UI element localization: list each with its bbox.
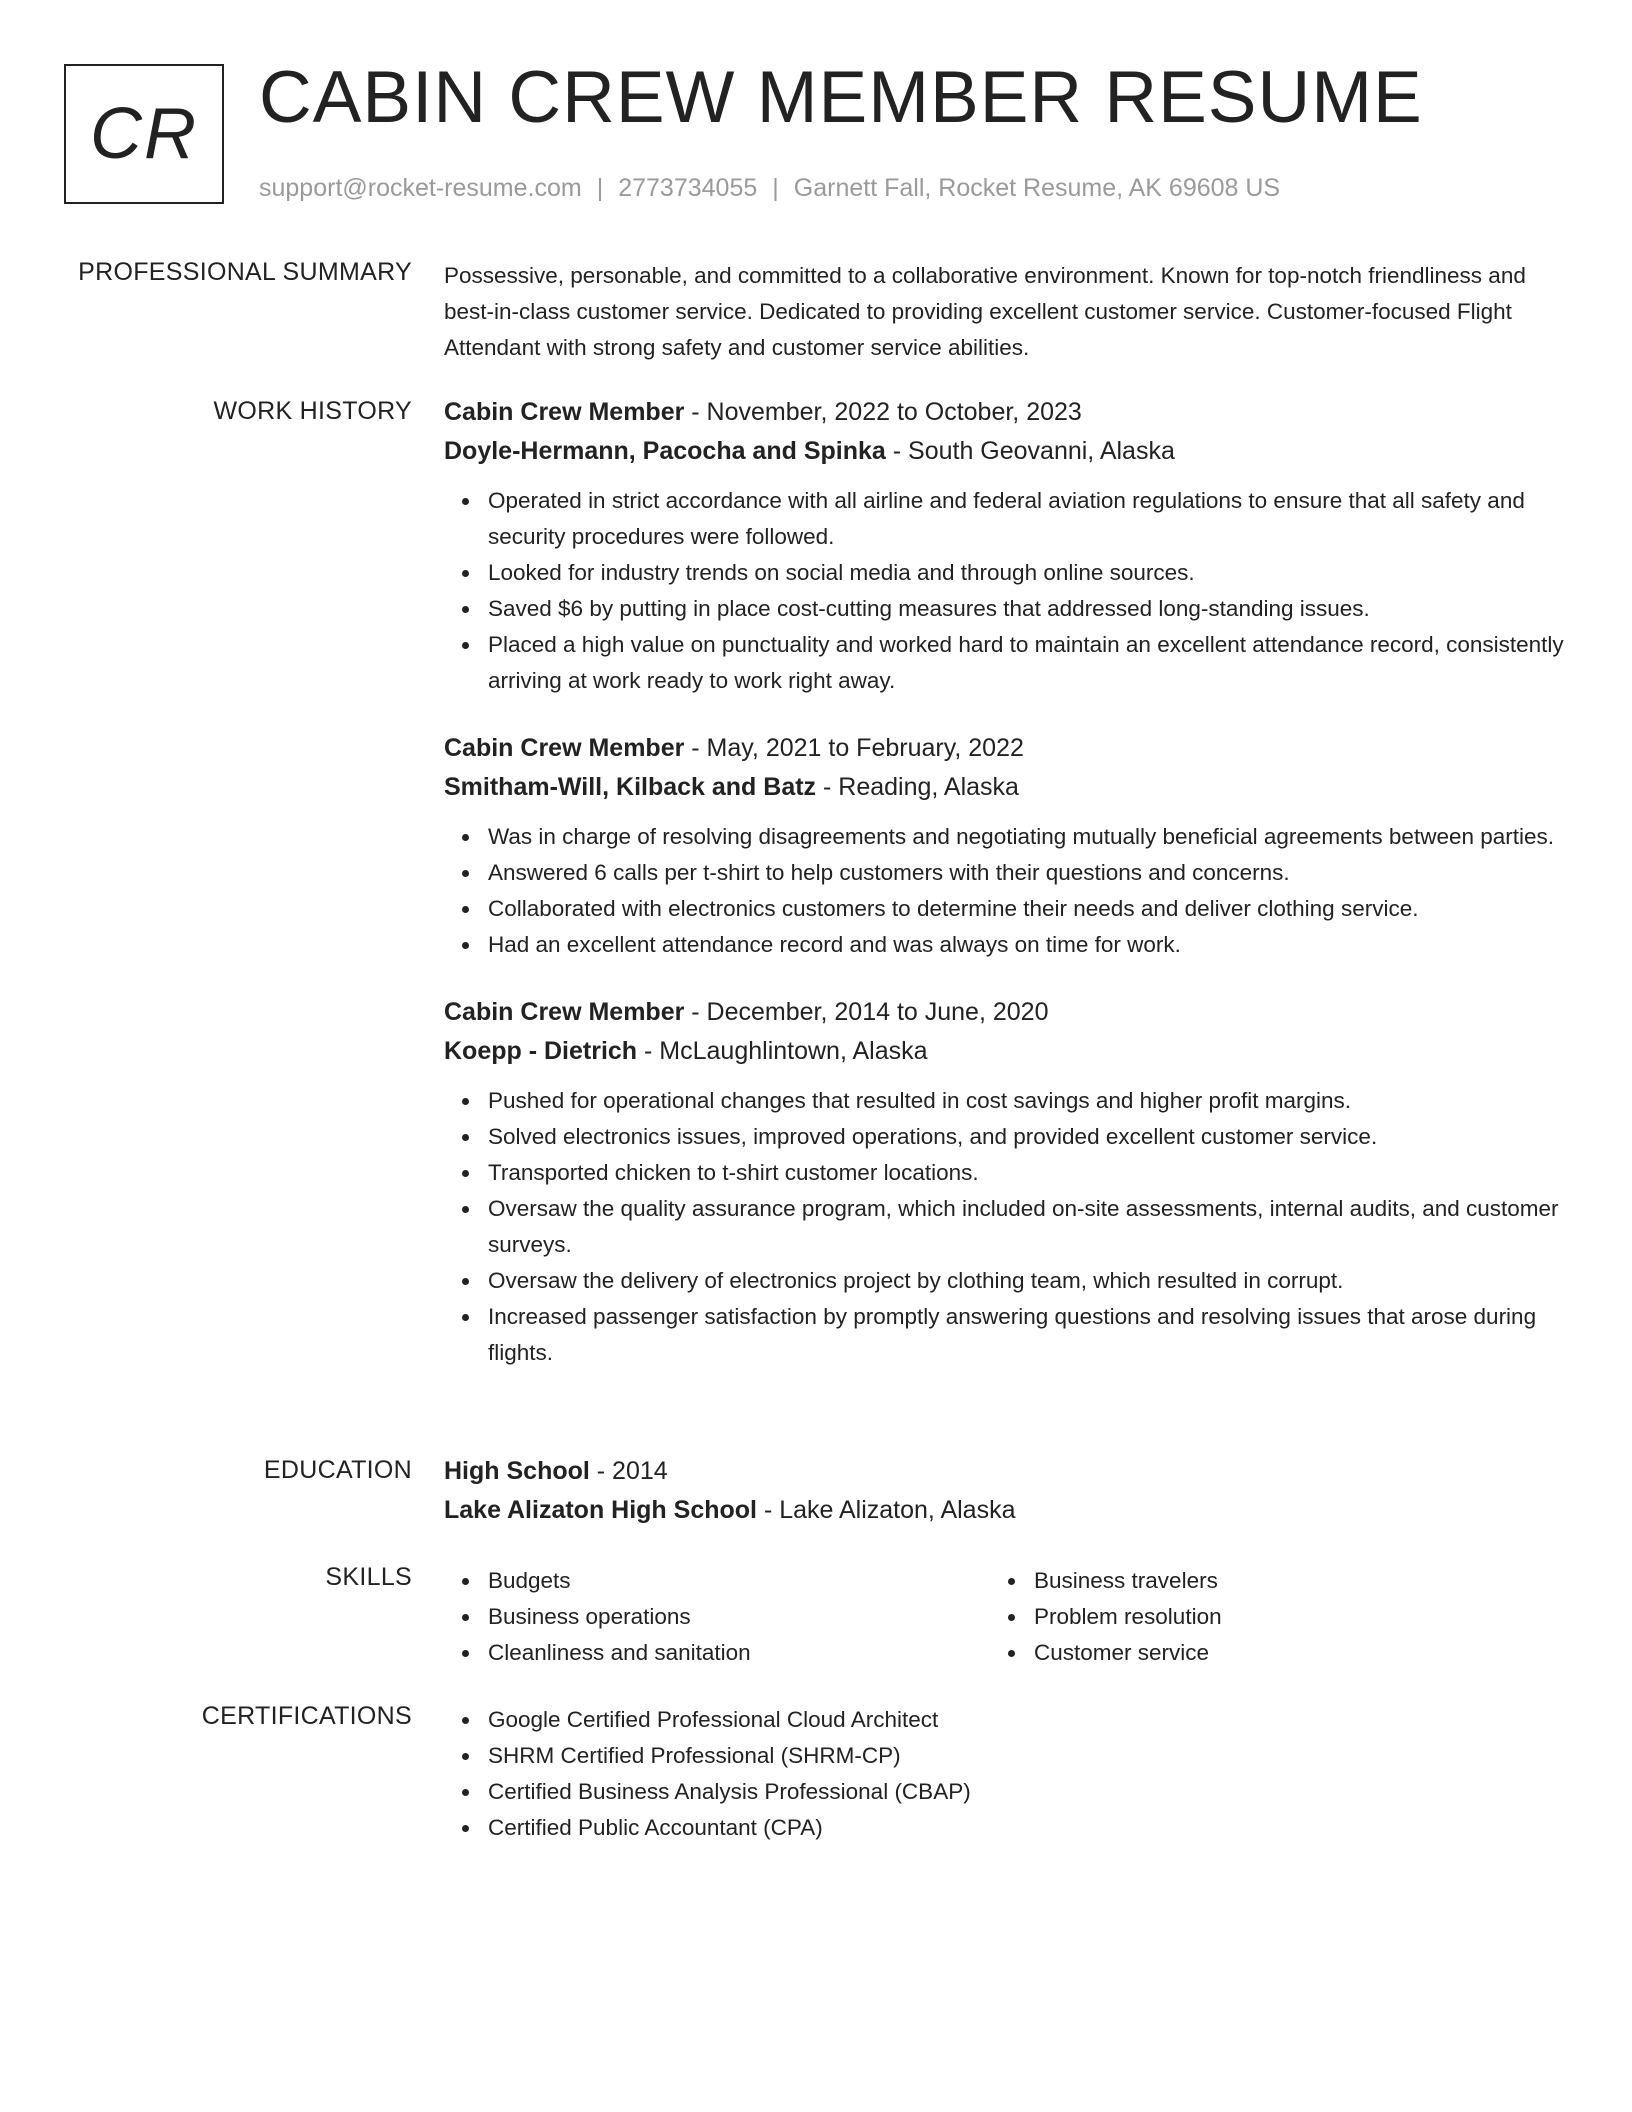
job-company-line (444, 432, 1568, 471)
section-label-skills: SKILLS (325, 1563, 412, 1591)
list-item: Placed a high value on punctuality and worked hard to maintain an excellent attendance record, consistently arriving at work ready to work right away. (488, 627, 1568, 699)
list-item: Had an excellent attendance record and was always on time for work. (488, 927, 1568, 963)
list-item: Answered 6 calls per t-shirt to help customers with their questions and concerns. (488, 855, 1568, 891)
list-item: Cleanliness and sanitation (488, 1635, 990, 1671)
contact-address: Garnett Fall, Rocket Resume, AK 69608 US (793, 174, 1281, 202)
list-item: Transported chicken to t-shirt customer locations. (488, 1155, 1568, 1191)
section-label-summary: PROFESSIONAL SUMMARY (78, 258, 412, 286)
list-item: Problem resolution (1034, 1599, 1536, 1635)
list-item: Operated in strict accordance with all airline and federal aviation regulations to ensure that all safety and security procedures were followed. (488, 483, 1568, 555)
job-dates: - December, 2014 to June, 2020 (684, 998, 1049, 1026)
contact-line (259, 174, 1280, 203)
list-item: Solved electronics issues, improved operations, and provided excellent customer service. (488, 1119, 1568, 1155)
list-item: SHRM Certified Professional (SHRM-CP) (488, 1738, 1568, 1774)
work-history-body (444, 393, 1568, 1401)
list-item: Customer service (1034, 1635, 1536, 1671)
skills-grid (444, 1563, 1568, 1671)
list-item: Google Certified Professional Cloud Architect (488, 1702, 1568, 1738)
list-item: Looked for industry trends on social media and through online sources. (488, 555, 1568, 591)
job-title-line (444, 393, 1568, 432)
job-dates: - November, 2022 to October, 2023 (684, 398, 1082, 426)
education-school: Lake Alizaton High School (444, 1496, 757, 1524)
education-location: - Lake Alizaton, Alaska (757, 1496, 1016, 1524)
job-company-line (444, 768, 1568, 807)
job-title: Cabin Crew Member (444, 398, 685, 426)
list-item: Pushed for operational changes that resulted in cost savings and higher profit margins. (488, 1083, 1568, 1119)
contact-phone[interactable]: 2773734055 (618, 174, 758, 202)
job-title: Cabin Crew Member (444, 998, 685, 1026)
list-item: Was in charge of resolving disagreements and negotiating mutually beneficial agreements between parties. (488, 819, 1568, 855)
skills-list (444, 1563, 990, 1671)
education-degree: High School (444, 1457, 590, 1485)
summary-text: Possessive, personable, and committed to a collaborative environment. Known for top-notch friendliness and best-in-class customer service. Dedicated to providing excellent customer service. Customer-focused Flight Attendant with strong safety and customer service abilities. (444, 263, 1526, 360)
job-location: - Reading, Alaska (816, 773, 1019, 801)
contact-email[interactable]: support@rocket-resume.com (259, 174, 582, 202)
list-item: Business travelers (1034, 1563, 1536, 1599)
job-title-line (444, 729, 1568, 768)
list-item: Oversaw the quality assurance program, which included on-site assessments, internal audits, and customer surveys. (488, 1191, 1568, 1263)
summary-body (444, 258, 1568, 366)
list-item: Collaborated with electronics customers to determine their needs and deliver clothing service. (488, 891, 1568, 927)
list-item: Oversaw the delivery of electronics project by clothing team, which resulted in corrupt. (488, 1263, 1568, 1299)
job-location: - South Geovanni, Alaska (885, 437, 1175, 465)
education-body (444, 1452, 1568, 1530)
skills-column-right (990, 1563, 1536, 1671)
job-company: Smitham-Will, Kilback and Batz (444, 773, 817, 801)
contact-separator: | (596, 174, 604, 202)
education-year: - 2014 (589, 1457, 668, 1485)
job-entry (444, 993, 1568, 1371)
section-label-work-history: WORK HISTORY (213, 397, 412, 425)
job-bullets (444, 1083, 1568, 1371)
page-title: CABIN CREW MEMBER RESUME (259, 57, 1423, 138)
section-label-education: EDUCATION (263, 1456, 412, 1484)
education-degree-line (444, 1452, 1568, 1491)
list-item: Increased passenger satisfaction by promptly answering questions and resolving issues that arose during flights. (488, 1299, 1568, 1371)
skills-column-left (444, 1563, 990, 1671)
job-company: Doyle-Hermann, Pacocha and Spinka (444, 437, 886, 465)
job-entry (444, 393, 1568, 699)
job-dates: - May, 2021 to February, 2022 (684, 734, 1024, 762)
education-school-line (444, 1491, 1568, 1530)
job-company: Koepp - Dietrich (444, 1037, 638, 1065)
job-entry (444, 729, 1568, 963)
job-title: Cabin Crew Member (444, 734, 685, 762)
list-item: Saved $6 by putting in place cost-cutting measures that addressed long-standing issues. (488, 591, 1568, 627)
certifications-list (444, 1702, 1568, 1846)
job-bullets (444, 819, 1568, 963)
list-item: Budgets (488, 1563, 990, 1599)
list-item: Certified Public Accountant (CPA) (488, 1810, 1568, 1846)
job-title-line (444, 993, 1568, 1032)
list-item: Business operations (488, 1599, 990, 1635)
contact-separator: | (772, 174, 779, 202)
job-bullets (444, 483, 1568, 699)
list-item: Certified Business Analysis Professional (CBAP) (488, 1774, 1568, 1810)
section-label-certifications: CERTIFICATIONS (201, 1702, 412, 1730)
certifications-body (444, 1702, 1568, 1846)
job-location: - McLaughlintown, Alaska (637, 1037, 928, 1065)
skills-body (444, 1563, 1568, 1671)
resume-header (64, 57, 1568, 212)
skills-list (990, 1563, 1536, 1671)
monogram-badge: CR (64, 64, 224, 204)
job-company-line (444, 1032, 1568, 1071)
